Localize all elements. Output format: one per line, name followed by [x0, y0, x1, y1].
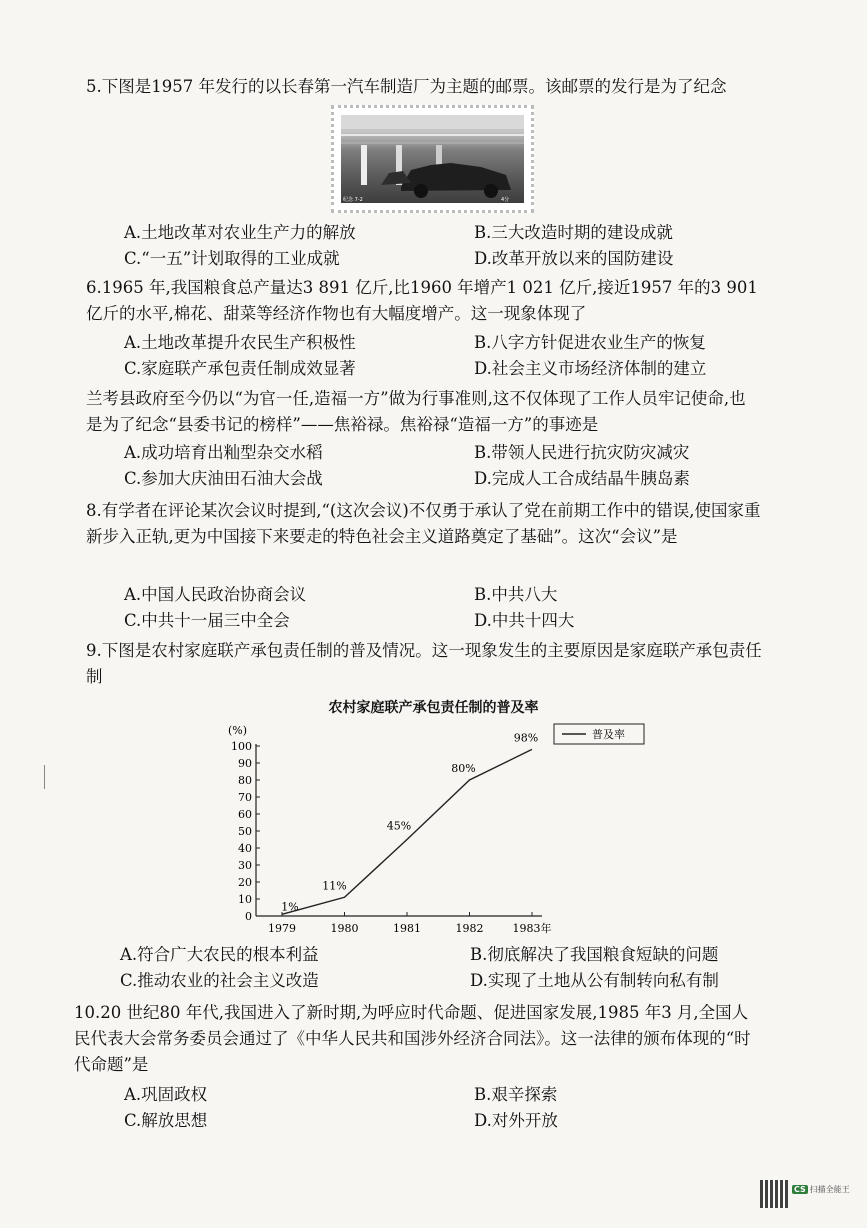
stamp-left-text: 纪念 7-2 [343, 197, 363, 203]
option-a: A.土地改革对农业生产力的解放 [124, 223, 356, 242]
question-6 [86, 275, 762, 327]
option-d: D.实现了土地从公有制转向私有制 [470, 971, 719, 990]
option-c: C.家庭联产承包责任制成效显著 [124, 359, 356, 378]
question-5-stem: 5.下图是1957 年发行的以长春第一汽车制造厂为主题的邮票。该邮票的发行是为了纪念 [86, 77, 727, 96]
option-d: D.完成人工合成结晶牛胰岛素 [474, 469, 690, 488]
y-axis-label: (%) [228, 724, 248, 737]
y-tick-label: 60 [238, 808, 252, 821]
y-tick-label: 10 [238, 893, 252, 906]
data-label: 98% [513, 731, 539, 745]
y-tick-label: 30 [238, 859, 252, 872]
data-label: 45% [386, 819, 412, 833]
option-b: B.中共八大 [474, 585, 558, 604]
question-10-stem: 10.20 世纪80 年代,我国进入了新时期,为呼应时代命题、促进国家发展,1985 年3 月,全国人民代表大会常务委员会通过了《中华人民共和国涉外经济合同法》。这一法律的颁布体现的“时代命题”是 [74, 1003, 751, 1074]
y-tick-label: 80 [238, 774, 252, 787]
x-tick-label: 1982 [455, 922, 484, 935]
option-b: B.八字方针促进农业生产的恢复 [474, 333, 706, 352]
option-b: B.带领人民进行抗灾防灾减灾 [474, 443, 690, 462]
option-c: C.中共十一届三中全会 [124, 611, 290, 630]
y-tick-label: 100 [231, 740, 252, 753]
option-b: B.艰辛探索 [474, 1085, 558, 1104]
x-tick-label: 1980 [330, 922, 359, 935]
question-8-options [124, 582, 800, 634]
option-d: D.对外开放 [474, 1111, 558, 1130]
question-6-options [124, 330, 800, 382]
question-10-options [124, 1082, 800, 1134]
question-5 [86, 74, 762, 100]
y-tick-label: 70 [238, 791, 252, 804]
y-tick-label: 0 [245, 910, 252, 923]
option-d: D.社会主义市场经济体制的建立 [474, 359, 707, 378]
question-8 [86, 498, 762, 550]
option-b: B.彻底解决了我国粮食短缺的问题 [470, 945, 719, 964]
y-tick-label: 40 [238, 842, 252, 855]
adoption-rate-chart [200, 718, 660, 940]
question-7 [86, 386, 762, 438]
question-6-stem: 6.1965 年,我国粮食总产量达3 891 亿斤,比1960 年增产1 021 亿斤,接近1957 年的3 901 亿斤的水平,棉花、甜菜等经济作物也有大幅度增产。这一现象体现了 [86, 278, 758, 323]
option-a: A.土地改革提升农民生产积极性 [124, 333, 356, 352]
question-7-stem: 兰考县政府至今仍以“为官一任,造福一方”做为行事准则,这不仅体现了工作人员牢记使命,也是为了纪念“县委书记的榜样”——焦裕禄。焦裕禄“造福一方”的事迹是 [86, 389, 746, 434]
scanner-brand: 扫描全能王 [809, 1185, 850, 1194]
option-d: D.改革开放以来的国防建设 [474, 249, 674, 268]
option-c: C.推动农业的社会主义改造 [120, 971, 319, 990]
question-10 [74, 1000, 764, 1078]
scanner-watermark: CS 扫描全能王 [794, 1185, 850, 1194]
y-tick-label: 20 [238, 876, 252, 889]
y-tick-label: 50 [238, 825, 252, 838]
data-label: 1% [281, 900, 299, 914]
option-c: C.参加大庆油田石油大会战 [124, 469, 323, 488]
question-9 [86, 638, 762, 690]
question-5-options [124, 220, 800, 272]
option-a: A.中国人民政治协商会议 [124, 585, 307, 604]
chart-title: 农村家庭联产承包责任制的普及率 [328, 700, 539, 716]
x-tick-label: 1983年 [512, 922, 552, 935]
question-8-stem: 8.有学者在评论某次会议时提到,“(这次会议)不仅勇于承认了党在前期工作中的错误,使国家重新步入正轨,更为中国接下来要走的特色社会主义道路奠定了基础”。这次“会议”是 [86, 501, 761, 546]
option-a: A.成功培育出籼型杂交水稻 [124, 443, 323, 462]
option-c: C.“一五”计划取得的工业成就 [124, 249, 340, 268]
margin-mark [44, 765, 45, 789]
legend-label: 普及率 [592, 728, 625, 741]
stamp-right-text: 4分 [501, 197, 510, 203]
option-d: D.中共十四大 [474, 611, 575, 630]
stamp-image [331, 105, 534, 213]
question-9-options [120, 942, 796, 994]
data-label: 11% [322, 879, 347, 893]
question-7-options [124, 440, 800, 492]
question-9-stem: 9.下图是农村家庭联产承包责任制的普及情况。这一现象发生的主要原因是家庭联产承包责任制 [86, 641, 762, 686]
x-tick-label: 1981 [393, 922, 421, 935]
y-tick-label: 90 [238, 757, 252, 770]
option-a: A.符合广大农民的根本利益 [120, 945, 319, 964]
option-b: B.三大改造时期的建设成就 [474, 223, 673, 242]
x-tick-label: 1979 [268, 922, 296, 935]
option-c: C.解放思想 [124, 1111, 208, 1130]
qr-code-icon [760, 1180, 788, 1208]
option-a: A.巩固政权 [124, 1085, 208, 1104]
data-label: 80% [451, 762, 476, 775]
